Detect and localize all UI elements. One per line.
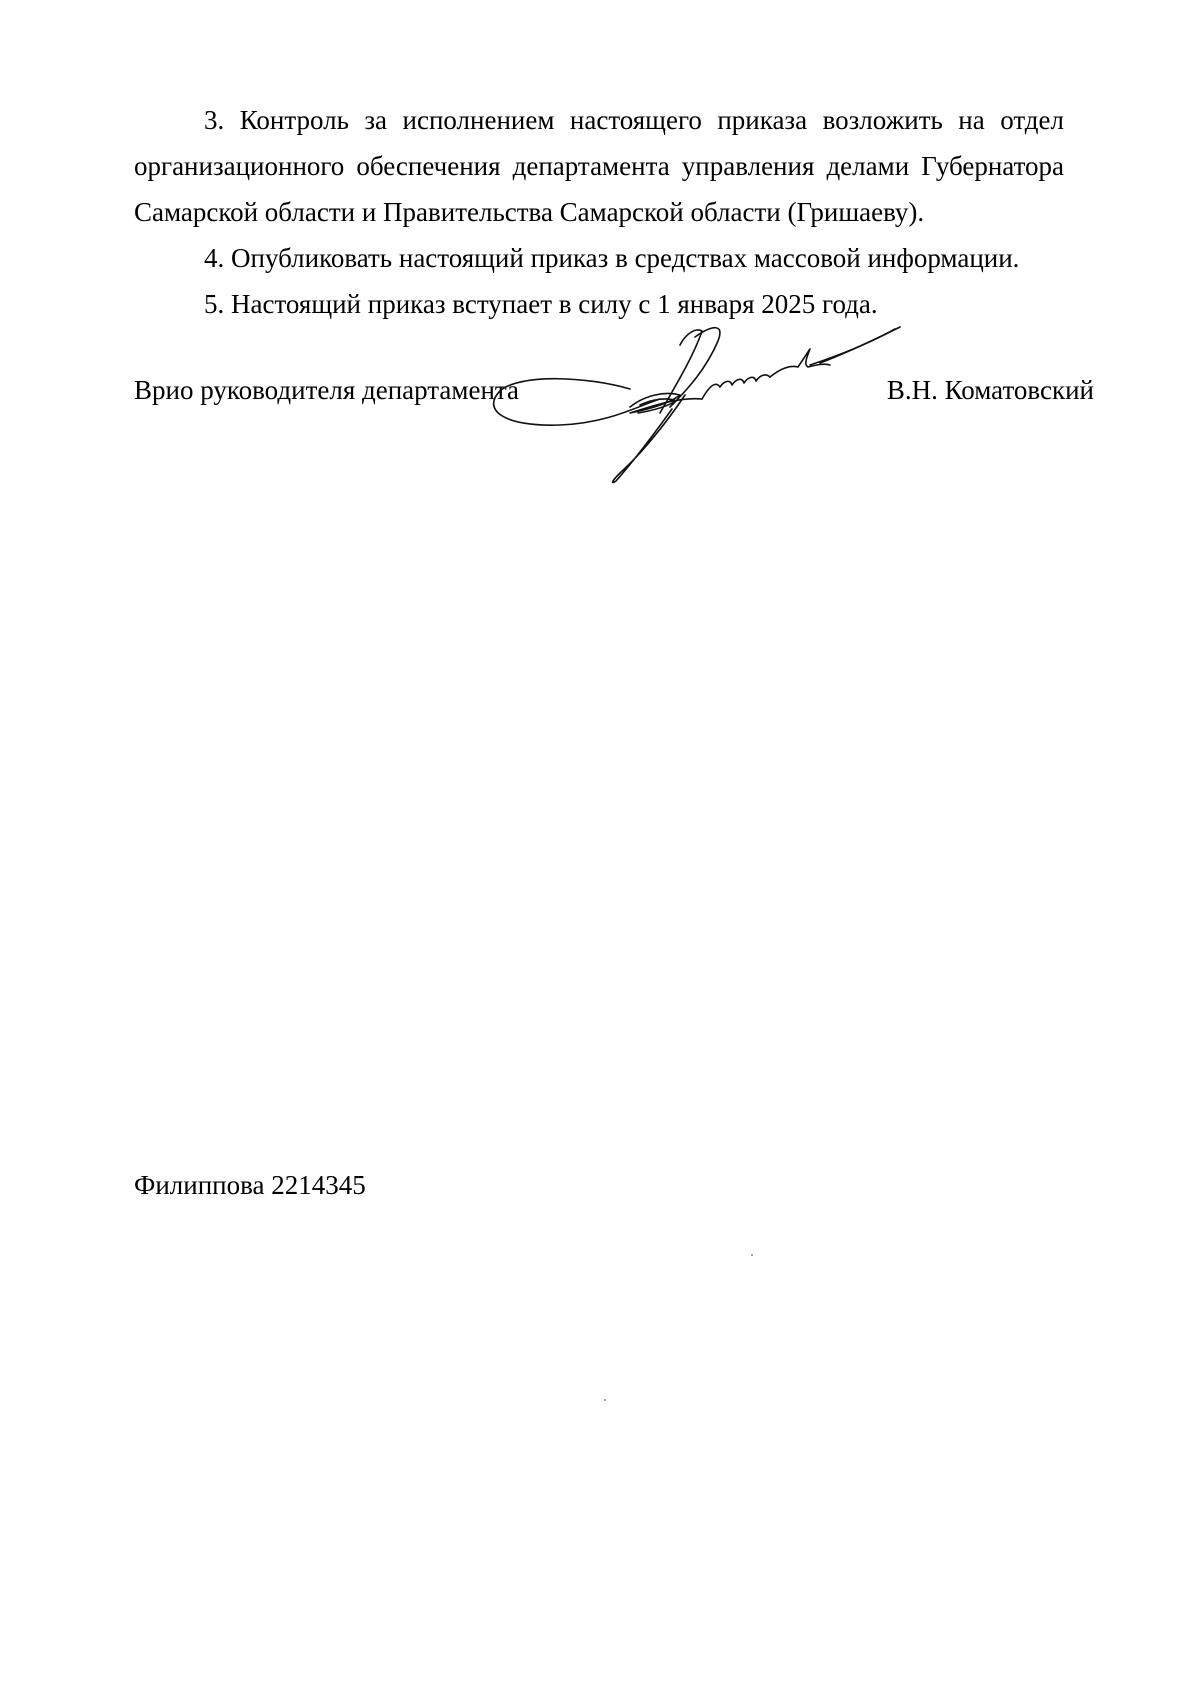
handwritten-signature <box>480 325 910 505</box>
executor-contact: Филиппова 2214345 <box>134 1170 366 1200</box>
order-body <box>134 97 1064 327</box>
paragraph-3: 3. Контроль за исполнением настоящего приказа возложить на отдел организационного обеспечения департамента управления делами Губернатора Самарской области и Правительства Самарской области (Гришаеву). <box>134 105 1064 227</box>
signatory-position: Врио руководителя департамента <box>134 375 520 405</box>
signatory-name: В.Н. Коматовский <box>886 375 1094 405</box>
scan-speck <box>751 1254 753 1256</box>
paragraph-4: 4. Опубликовать настоящий приказ в средствах массовой информации. <box>204 243 1020 273</box>
paragraph-5: 5. Настоящий приказ вступает в силу с 1 января 2025 года. <box>204 289 878 319</box>
scan-speck <box>604 1399 606 1401</box>
